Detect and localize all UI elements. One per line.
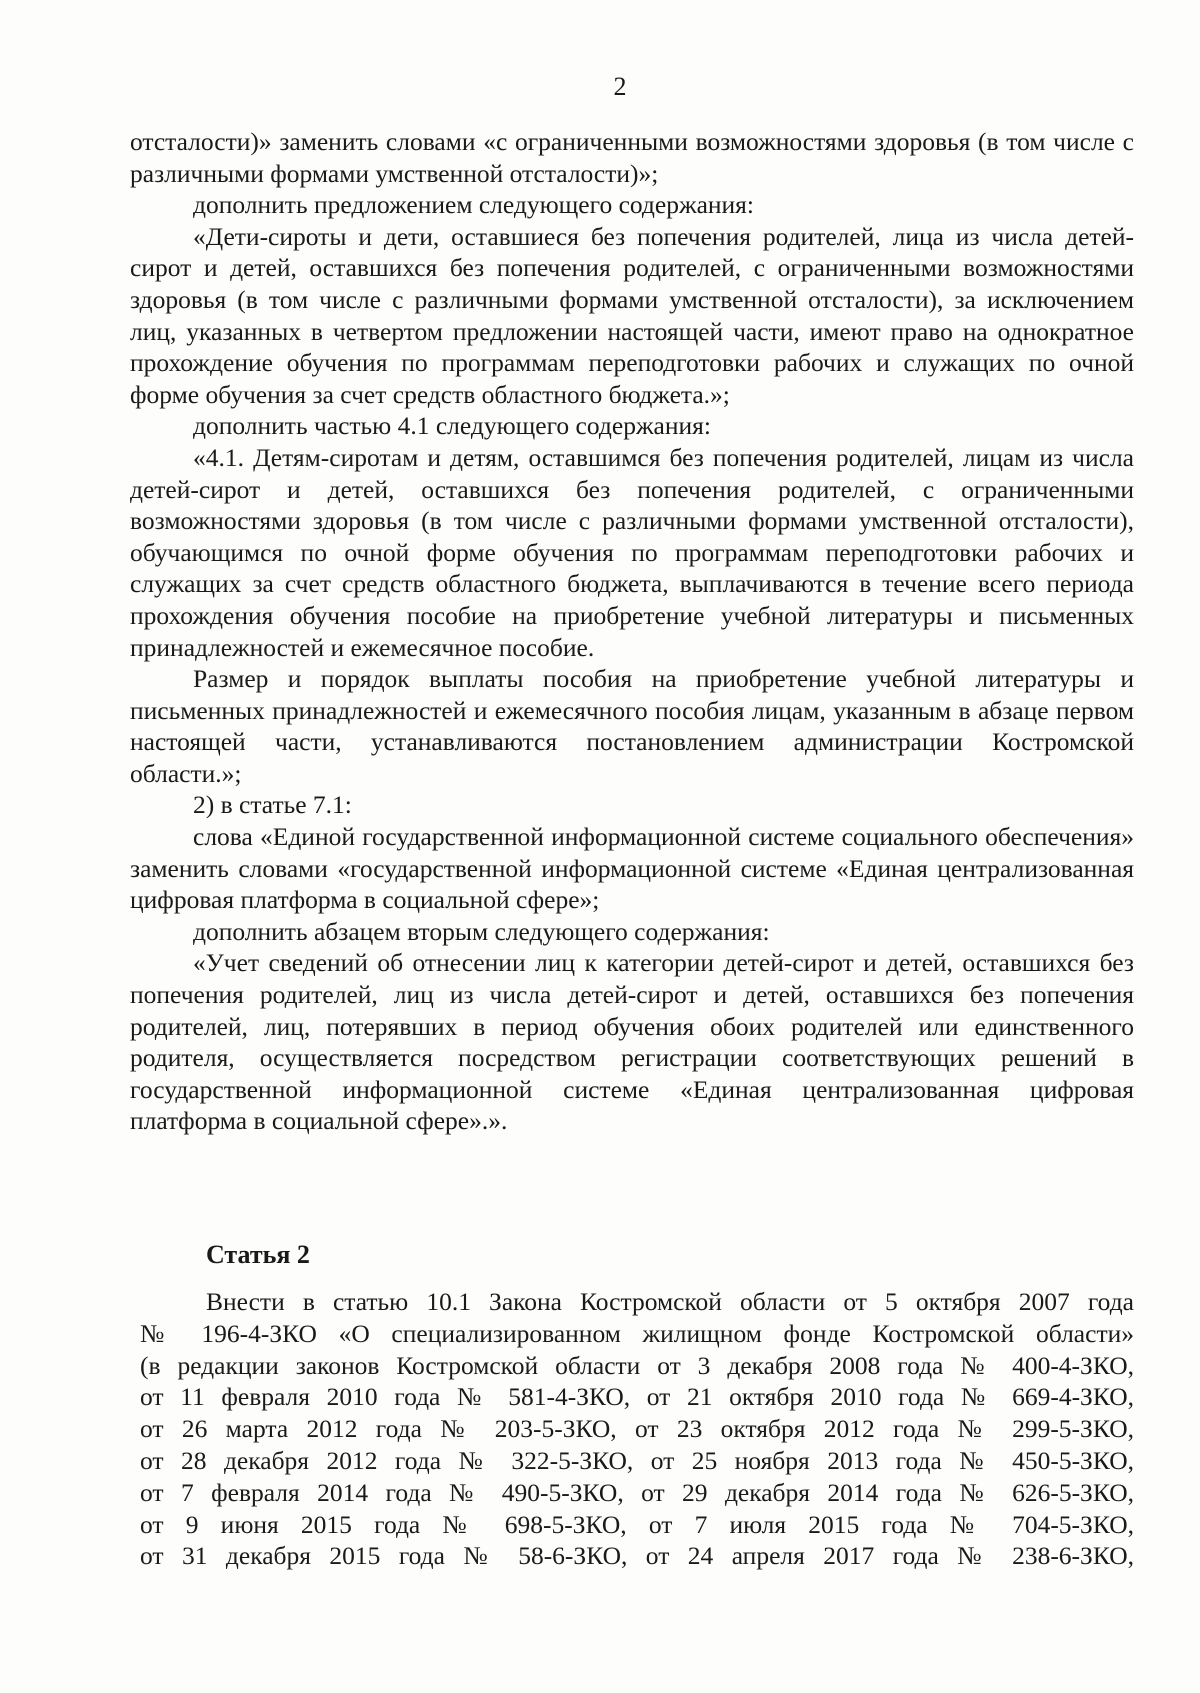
article-line: от 9 июня 2015 года № 698-5-ЗКО, от 7 июля 2015 года № 704-5-ЗКО, — [140, 1509, 1134, 1539]
paragraph: дополнить предложением следующего содержания: — [193, 190, 754, 220]
paragraph: 2) в статье 7.1: — [193, 790, 352, 820]
article-line: от 26 марта 2012 года № 203-5-ЗКО, от 23 октября 2012 года № 299-5-ЗКО, — [140, 1414, 1134, 1444]
article-line: от 11 февраля 2010 года № 581-4-ЗКО, от 21 октября 2010 года № 669-4-ЗКО, — [140, 1382, 1134, 1412]
amendments-text — [130, 126, 1134, 1137]
page-number: 2 — [613, 72, 627, 101]
paragraph: «Дети-сироты и дети, оставшиеся без попечения родителей, лица из числа детей-сирот и детей, оставшихся без попечения родителей, с ограниченными возможностями здоровья (в том числе с различными формами умственной отсталости), за исключением лиц, указанных в четвертом предложении настоящей части, имеют право на однократное прохождение обучения по программам переподготовки рабочих и служащих по очной форме обучения за счет средств областного бюджета.»; — [130, 221, 1134, 409]
article-line: от 28 декабря 2012 года № 322-5-ЗКО, от 25 ноября 2013 года № 450-5-ЗКО, — [140, 1445, 1134, 1475]
article-body — [140, 1286, 1134, 1572]
article-title: Статья 2 — [206, 1240, 310, 1269]
paragraph: «4.1. Детям-сиротам и детям, оставшимся без попечения родителей, лицам из числа детей-сирот и детей, оставшихся без попечения родителей, с ограниченными возможностями здоровья (в том числе с различными формами умственной отсталости), обучающимся по очной форме обучения по программам переподготовки рабочих и служащих за счет средств областного бюджета, выплачиваются в течение всего периода прохождения обучения пособие на приобретение учебной литературы и письменных принадлежностей и ежемесячное пособие. — [130, 442, 1134, 662]
paragraph: отсталости)» заменить словами «с ограниченными возможностями здоровья (в том числе с различными формами умственной отсталости)»; — [130, 127, 1134, 188]
article-line: от 7 февраля 2014 года № 490-5-ЗКО, от 29 декабря 2014 года № 626-5-ЗКО, — [140, 1477, 1134, 1507]
paragraph: «Учет сведений об отнесении лиц к категории детей-сирот и детей, оставшихся без попечения родителей, лиц из числа детей-сирот и детей, оставшихся без попечения родителей, лиц, потерявших в период обучения обоих родителей или единственного родителя, осуществляется посредством регистрации соответствующих решений в государственной информационной системе «Единая централизованная цифровая платформа в социальной сфере».». — [130, 948, 1134, 1136]
article-line: от 31 декабря 2015 года № 58-6-ЗКО, от 24 апреля 2017 года № 238-6-ЗКО, — [140, 1541, 1134, 1571]
article-line: Внести в статью 10.1 Закона Костромской области от 5 октября 2007 года — [206, 1287, 1134, 1316]
paragraph: дополнить частью 4.1 следующего содержания: — [193, 411, 711, 441]
paragraph: Размер и порядок выплаты пособия на приобретение учебной литературы и письменных принадлежностей и ежемесячного пособия лицам, указанным в абзаце первом настоящей части, устанавливаются постановлением администрации Костромской области.»; — [130, 664, 1134, 788]
paragraph: дополнить абзацем вторым следующего содержания: — [193, 916, 770, 946]
article-line: № 196-4-ЗКО «О специализированном жилищном фонде Костромской области» — [140, 1318, 1134, 1348]
paragraph: слова «Единой государственной информационной системе социального обеспечения» заменить словами «государственной информационной системе «Единая централизованная цифровая платформа в социальной сфере»; — [130, 822, 1134, 915]
article-line: (в редакции законов Костромской области от 3 декабря 2008 года № 400-4-ЗКО, — [140, 1350, 1134, 1380]
